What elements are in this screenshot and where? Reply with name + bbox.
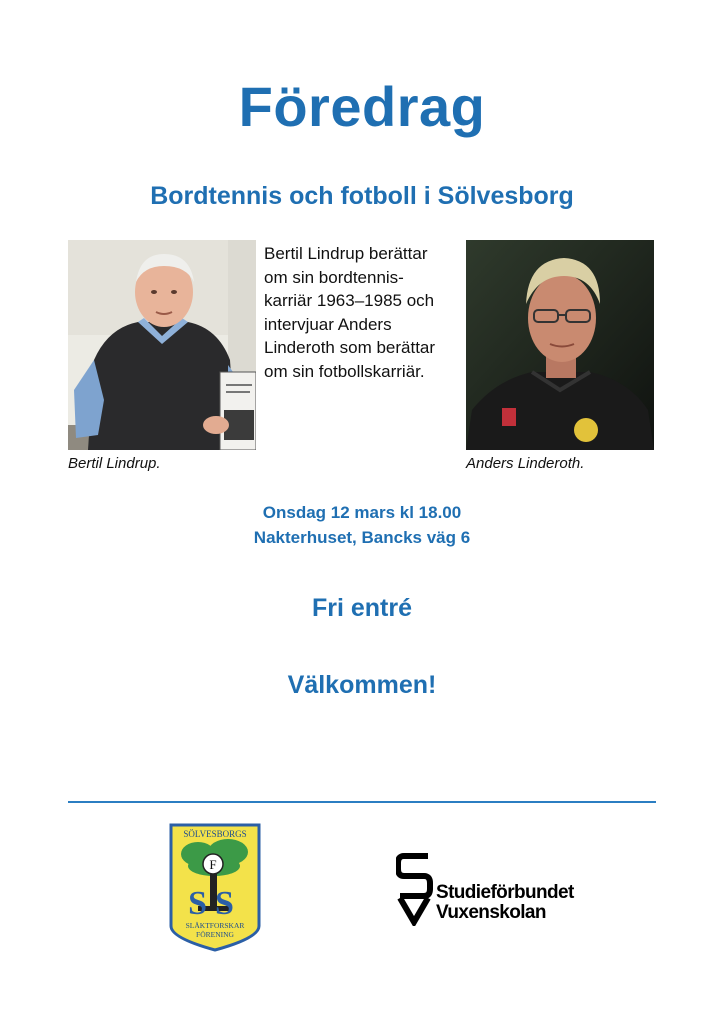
logo-bottom-text-2: FÖRENING bbox=[196, 930, 234, 939]
solvesborgs-slaktforskarforening-logo bbox=[168, 822, 262, 952]
admission-text: Fri entré bbox=[311, 594, 413, 622]
divider-line bbox=[68, 801, 656, 803]
studieforbundet-vuxenskolan-logo bbox=[396, 850, 628, 926]
poster-subtitle: Bordtennis och fotboll i Sölvesborg bbox=[150, 182, 574, 210]
event-description bbox=[264, 242, 462, 383]
wordmark-line-2: Vuxenskolan bbox=[436, 902, 546, 923]
description-line: Linderoth som berättar bbox=[264, 338, 436, 357]
description-line: om sin fotbollskarriär. bbox=[264, 361, 425, 381]
caption-anders-linderoth: Anders Linderoth. bbox=[466, 455, 585, 472]
logo-top-text: SÖLVESBORGS bbox=[183, 829, 247, 839]
description-line: intervjuar Anders bbox=[264, 314, 392, 334]
description-line: Bertil Lindrup berättar bbox=[264, 244, 428, 263]
logo-letter: F bbox=[209, 857, 217, 872]
caption-bertil-lindrup: Bertil Lindrup. bbox=[68, 455, 161, 472]
photo-anders-linderoth bbox=[466, 240, 654, 450]
poster-title: Föredrag bbox=[238, 75, 486, 138]
vuxenskolan-wordmark bbox=[436, 883, 574, 923]
event-location: Nakterhuset, Bancks väg 6 bbox=[253, 528, 471, 547]
logo-initials: SS bbox=[188, 885, 242, 922]
photo-bertil-lindrup bbox=[68, 240, 256, 450]
description-line: karriär 1963–1985 och bbox=[264, 291, 435, 310]
description-line: om sin bordtennis- bbox=[264, 267, 404, 287]
wordmark-line-1: Studieförbundet bbox=[436, 882, 574, 903]
logo-bottom-text-1: SLÄKTFORSKAR bbox=[185, 921, 245, 930]
welcome-text: Välkommen! bbox=[287, 671, 437, 699]
event-date-time: Onsdag 12 mars kl 18.00 bbox=[262, 503, 462, 522]
